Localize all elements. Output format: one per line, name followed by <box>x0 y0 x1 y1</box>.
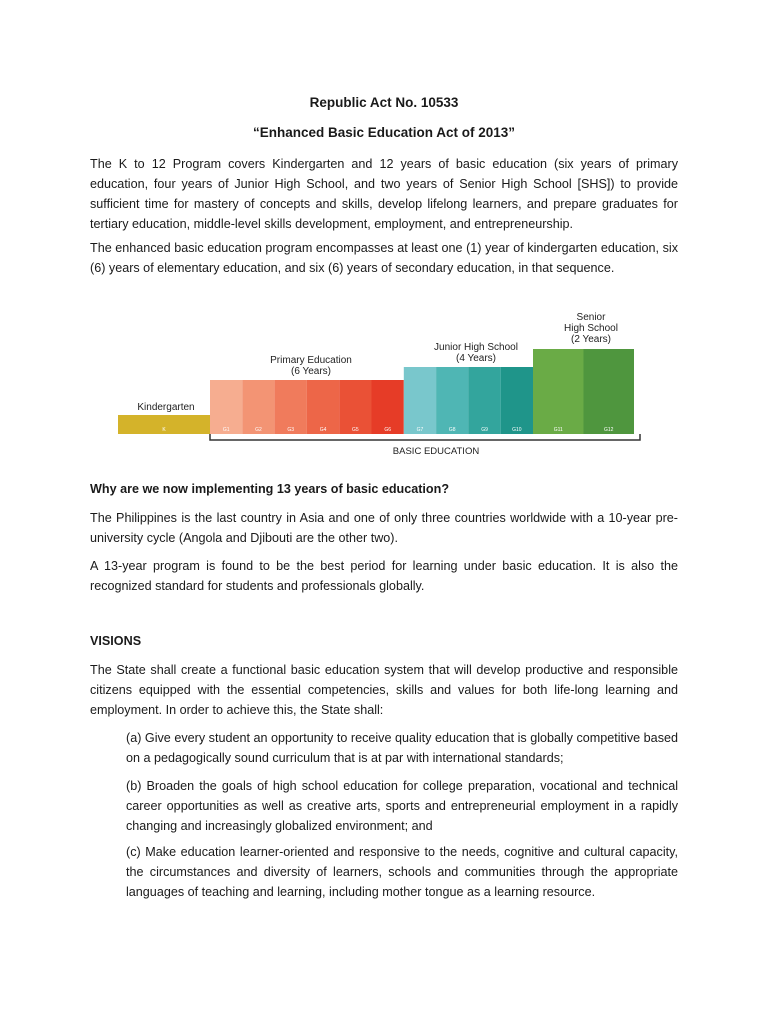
senior-high-school-label-line1: Senior <box>576 312 606 323</box>
primary-education-years: (6 Years) <box>290 366 332 377</box>
grade-block-g1 <box>210 380 242 434</box>
grade-block-g5 <box>339 380 371 434</box>
grade-block-g9 <box>468 367 500 434</box>
basic-education-bracket <box>210 434 640 440</box>
vision-item-a: (a) Give every student an opportunity to receive quality education that is globally competitive based on a pedagogically sound curriculum that is at par with international standards; <box>126 731 678 765</box>
why-heading: Why are we now implementing 13 years of basic education? <box>90 482 450 496</box>
vision-item-c: (c) Make education learner-oriented and responsive to the needs, cognitive and cultural capacity, the circumstances and diversity of learners, schools and communities through the appropriate languages of teaching and learning, including mother tongue as a learning resource. <box>126 845 678 899</box>
grade-block-g6 <box>372 380 404 434</box>
grade-block-label-k: K <box>162 427 166 433</box>
senior-high-school-label-line2: High School <box>564 323 618 334</box>
visions-intro: The State shall create a functional basic education system that will develop productive and responsible citizens equipped with the essential competencies, skills and values for both life-long learning and employment. In order to achieve this, the State shall: <box>90 663 678 717</box>
grade-blocks <box>118 349 634 434</box>
basic-education-label: BASIC EDUCATION <box>392 446 480 457</box>
visions-heading: VISIONS <box>90 634 142 648</box>
grade-block-label-g7: G7 <box>416 427 424 433</box>
kindergarten-label: Kindergarten <box>137 402 195 413</box>
grade-block-label-g6: G6 <box>384 427 391 433</box>
grade-block-label-g3: G3 <box>287 427 295 433</box>
document-subtitle: “Enhanced Basic Education Act of 2013” <box>252 125 516 140</box>
vision-item-b: (b) Broaden the goals of high school education for college preparation, vocational and technical career opportunities as well as creative arts, sports and entrepreneurial employment in a rapidly changing and increasingly globalized environment; and <box>126 779 678 833</box>
primary-education-label: Primary Education <box>270 355 352 366</box>
junior-high-school-years: (4 Years) <box>455 353 497 364</box>
intro-paragraph-1: The K to 12 Program covers Kindergarten and 12 years of basic education (six years of primary education, four years of Junior High School, and two years of Senior High School [SHS]) to provide sufficient time for mastery of concepts and skills, develop lifelong learners, and prepare graduates for tertiary education, middle-level skills development, employment, and entrepreneurship. <box>90 157 678 231</box>
grade-block-g4 <box>307 380 339 434</box>
grade-block-g3 <box>275 380 307 434</box>
grade-block-g12 <box>584 349 635 434</box>
grade-block-label-g2: G2 <box>255 427 262 433</box>
junior-high-school-label: Junior High School <box>434 342 518 353</box>
why-paragraph-1: The Philippines is the last country in Asia and one of only three countries worldwide with a 10-year pre-university cycle (Angola and Djibouti are the other two). <box>90 511 678 545</box>
intro-paragraph-2: The enhanced basic education program encompasses at least one (1) year of kindergarten education, six (6) years of elementary education, and six (6) years of secondary education, in that sequence. <box>90 241 678 275</box>
grade-block-label-g9: G9 <box>481 427 488 433</box>
k12-structure-diagram <box>110 300 650 465</box>
grade-block-label-g5: G5 <box>352 427 359 433</box>
grade-block-g11 <box>533 349 584 434</box>
grade-block-g7 <box>404 367 436 434</box>
grade-block-label-g11: G11 <box>553 427 563 433</box>
grade-block-g8 <box>436 367 468 434</box>
document-title: Republic Act No. 10533 <box>309 95 459 110</box>
grade-block-label-g4: G4 <box>319 427 327 433</box>
grade-block-label-g8: G8 <box>448 427 456 433</box>
grade-block-label-g12: G12 <box>604 427 614 433</box>
grade-block-g10 <box>501 367 533 434</box>
grade-block-label-g1: G1 <box>222 427 230 433</box>
why-paragraph-2: A 13-year program is found to be the best period for learning under basic education. It is also the recognized standard for students and professionals globally. <box>90 559 678 593</box>
grade-block-label-g10: G10 <box>512 427 522 433</box>
grade-block-g2 <box>242 380 274 434</box>
senior-high-school-years: (2 Years) <box>570 334 612 345</box>
